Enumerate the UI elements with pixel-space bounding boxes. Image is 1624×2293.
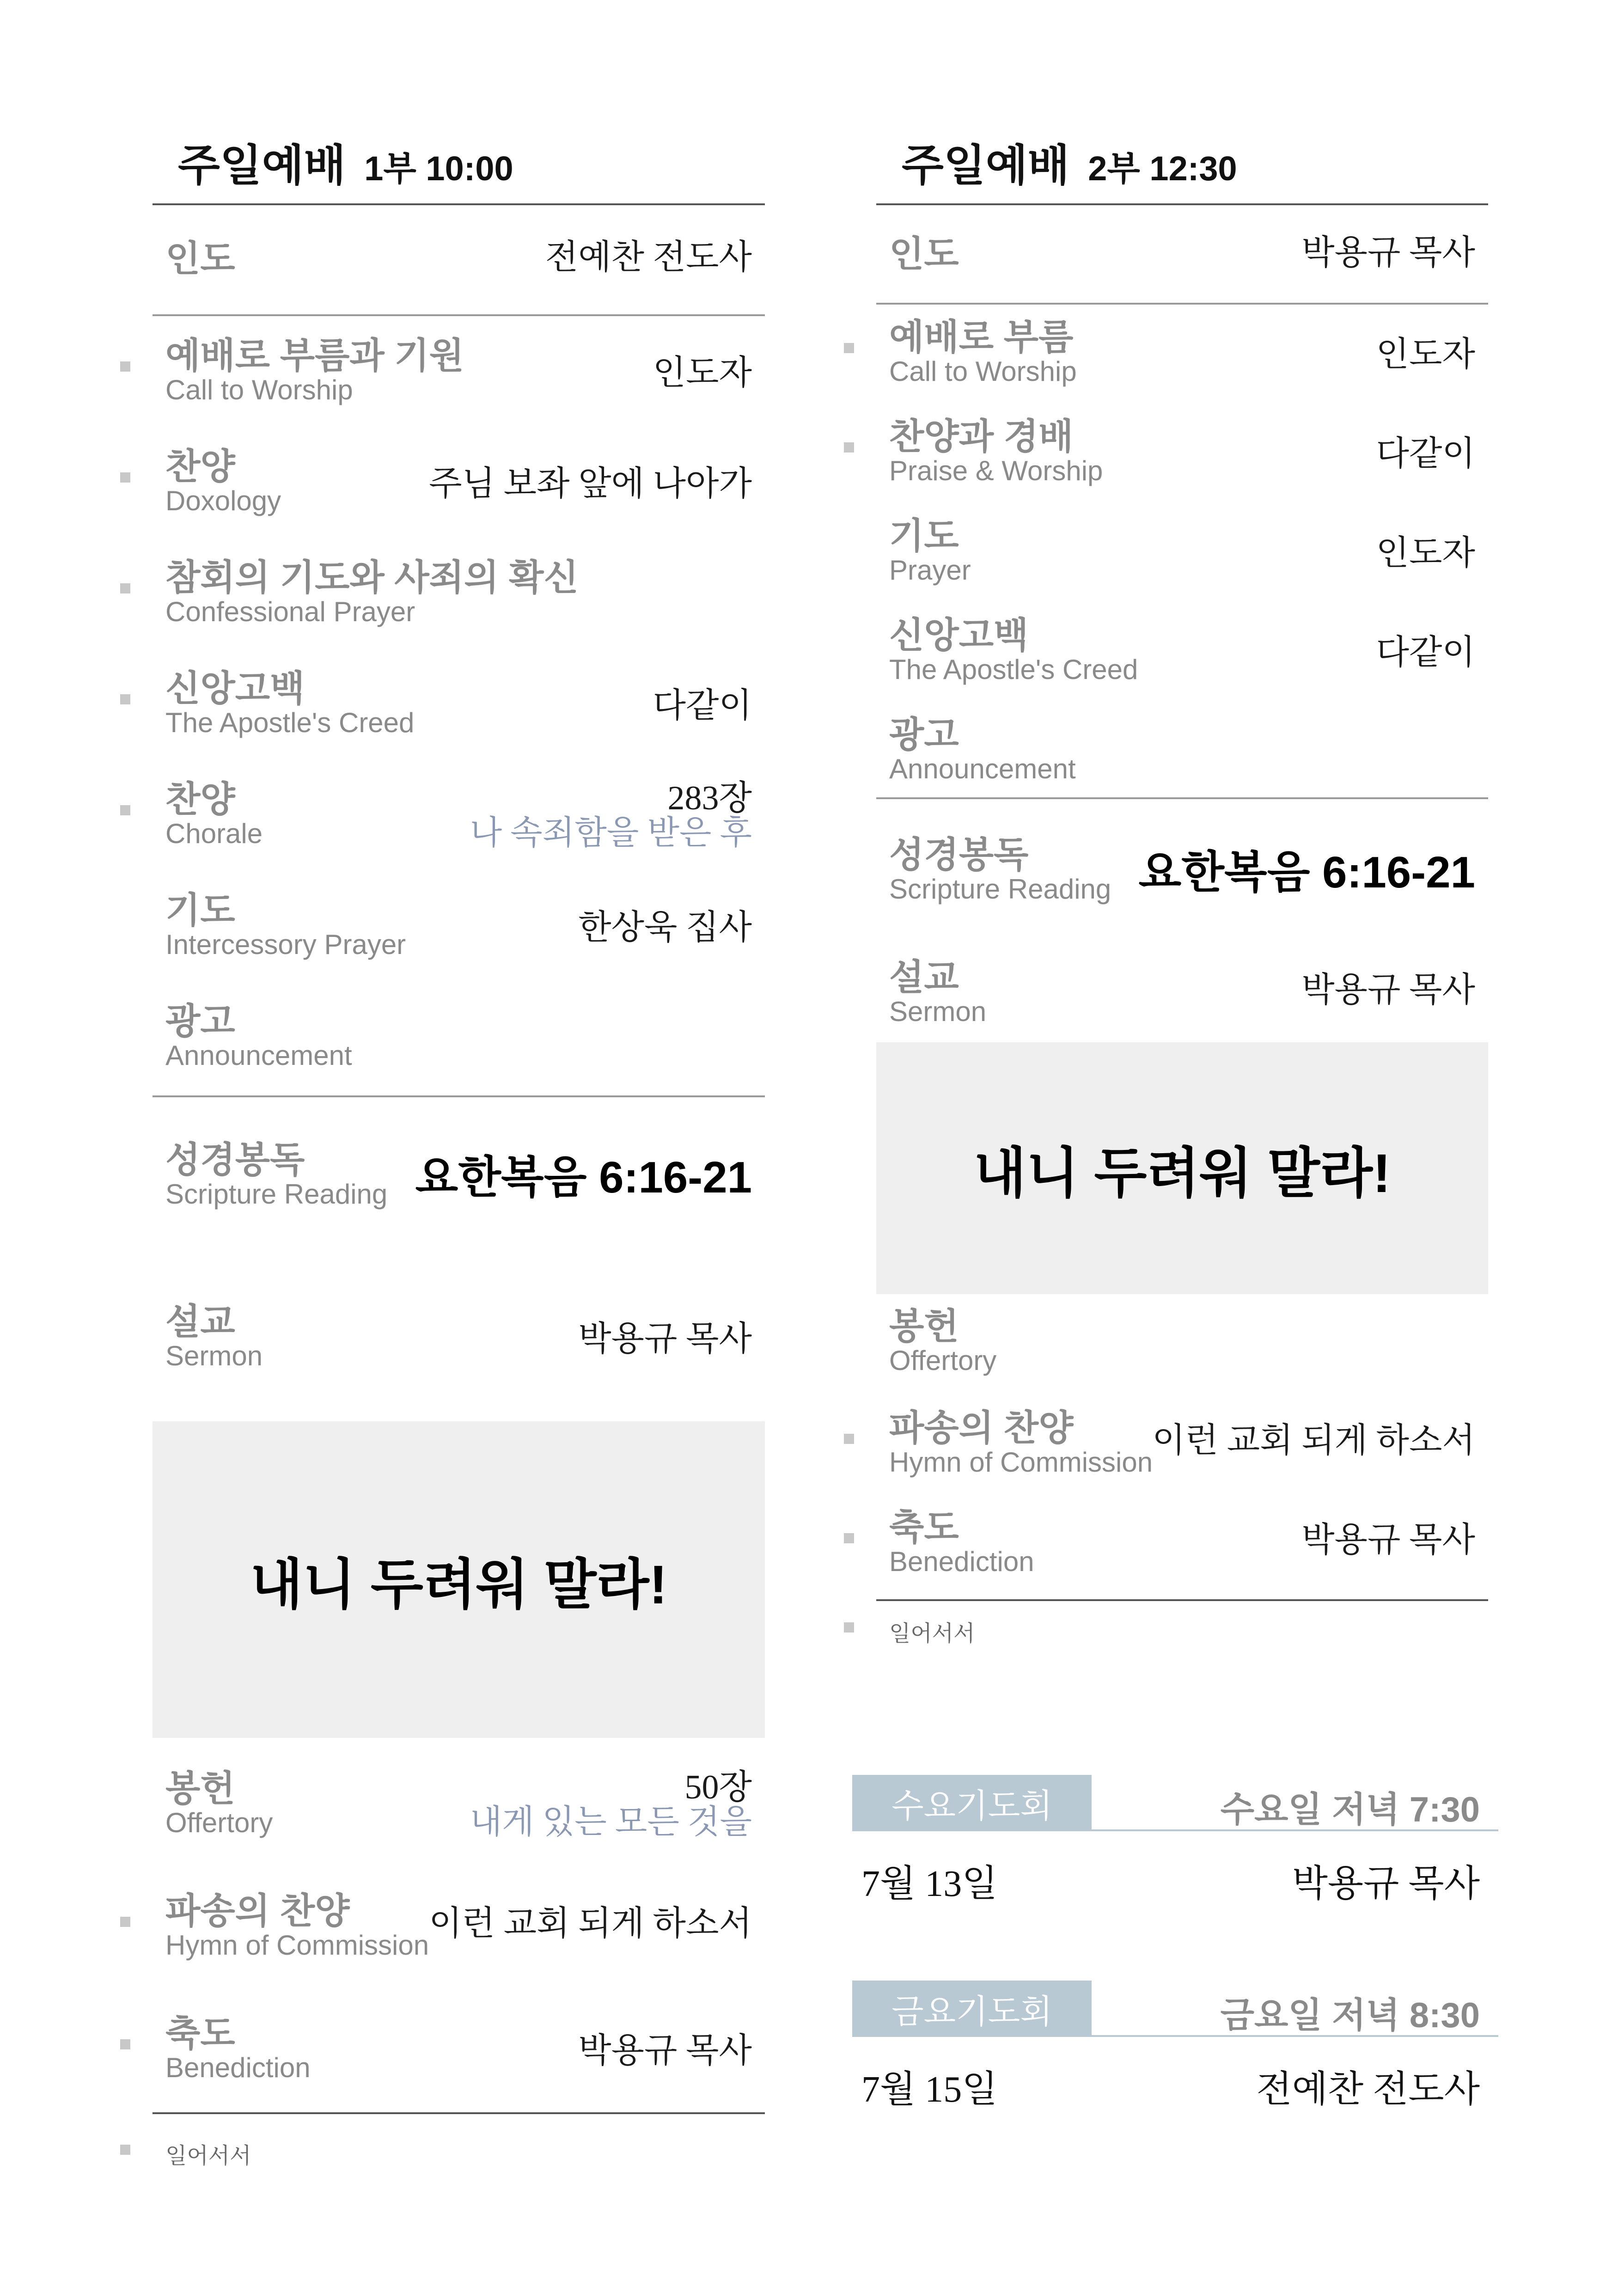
- item-value: 인도자: [1376, 336, 1475, 373]
- item-subtitle: Praise & Worship: [889, 455, 1103, 486]
- item-title: 파송의 찬양: [889, 1407, 1074, 1448]
- scripture-reference: 요한복음 6:16-21: [1138, 848, 1475, 897]
- item-subtitle: Hymn of Commission: [889, 1447, 1153, 1478]
- divider: [153, 2112, 765, 2114]
- service-2-header: [902, 130, 1237, 193]
- service-title: 주일예배: [902, 141, 1070, 190]
- item-value: 다같이: [1376, 634, 1475, 672]
- item-title: 신앙고백: [889, 615, 1029, 655]
- preacher: 박용규 목사: [578, 1320, 752, 1358]
- meeting-tag: 수요기도회: [852, 1775, 1092, 1831]
- hymn-number: 50장: [684, 1768, 752, 1806]
- item-subtitle: Confessional Prayer: [165, 596, 415, 627]
- item-title: 축도: [889, 1507, 959, 1547]
- item-value: 박용규 목사: [1301, 1521, 1475, 1559]
- item-title: 기도: [165, 890, 235, 930]
- service-time: 2부 12:30: [1088, 149, 1237, 188]
- item-title: 기도: [889, 515, 959, 556]
- bullet-square-icon: [120, 805, 130, 815]
- bullet-square-icon: [844, 1434, 854, 1444]
- item-value: 이런 교회 되게 하소서: [1152, 1422, 1475, 1460]
- item-title: 봉헌: [889, 1306, 959, 1346]
- item-subtitle: Sermon: [165, 1340, 263, 1371]
- item-subtitle: Doxology: [165, 485, 281, 516]
- item-subtitle: Benediction: [889, 1546, 1034, 1577]
- item-subtitle: Offertory: [165, 1807, 273, 1838]
- item-title: 성경봉독: [165, 1139, 305, 1180]
- hymn-title: 내게 있는 모든 것을: [470, 1804, 752, 1841]
- item-subtitle: Sermon: [889, 996, 987, 1027]
- item-subtitle: Call to Worship: [165, 374, 353, 405]
- item-title: 예배로 부름과 기원: [165, 335, 464, 376]
- item-title: 봉헌: [165, 1768, 235, 1809]
- leader-label: 인도: [165, 238, 235, 279]
- hymn-title: 나 속죄함을 받은 후: [470, 814, 752, 851]
- item-value: 이런 교회 되게 하소서: [429, 1905, 752, 1943]
- item-subtitle: Hymn of Commission: [165, 1930, 429, 1961]
- item-subtitle: Scripture Reading: [165, 1179, 388, 1210]
- item-title: 축도: [165, 2013, 235, 2054]
- leader-name: 전예찬 전도사: [545, 238, 752, 276]
- item-title: 파송의 찬양: [165, 1890, 350, 1931]
- divider: [876, 303, 1488, 305]
- bullet-square-icon: [120, 1917, 130, 1927]
- scripture-reference: 요한복음 6:16-21: [415, 1153, 752, 1202]
- service-time: 1부 10:00: [364, 149, 513, 188]
- meeting-leader: 전예찬 전도사: [1256, 2069, 1480, 2110]
- item-title: 참회의 기도와 사죄의 확신: [165, 557, 579, 598]
- meeting-time: 금요일 저녁 8:30: [1220, 1996, 1480, 2035]
- bullet-square-icon: [844, 1533, 854, 1543]
- sermon-title-banner: [876, 1042, 1488, 1294]
- item-title: 성경봉독: [889, 834, 1029, 875]
- item-value: 인도자: [1376, 534, 1475, 572]
- item-subtitle: Chorale: [165, 818, 263, 849]
- item-value: 다같이: [1376, 435, 1475, 473]
- item-title: 찬양: [165, 446, 235, 487]
- service-title: 주일예배: [178, 141, 346, 190]
- bullet-square-icon: [844, 1622, 854, 1633]
- leader-name: 박용규 목사: [1301, 234, 1475, 272]
- bullet-square-icon: [120, 361, 130, 372]
- bullet-square-icon: [120, 2039, 130, 2049]
- bullet-square-icon: [120, 583, 130, 593]
- meeting-date: 7월 15일: [861, 2069, 998, 2110]
- item-subtitle: Announcement: [889, 753, 1076, 784]
- item-subtitle: Scripture Reading: [889, 874, 1111, 905]
- item-title: 예배로 부름: [889, 317, 1074, 357]
- leader-label: 인도: [889, 233, 959, 274]
- item-subtitle: Offertory: [889, 1345, 997, 1376]
- item-title: 설교: [889, 957, 959, 997]
- divider: [153, 1095, 765, 1097]
- hymn-number: 283장: [667, 779, 752, 817]
- item-value: 주님 보좌 앞에 나아가: [429, 465, 752, 503]
- item-title: 찬양: [165, 779, 235, 819]
- meeting-date: 7월 13일: [861, 1864, 998, 1904]
- bullet-square-icon: [120, 472, 130, 483]
- bullet-square-icon: [120, 2145, 130, 2155]
- item-title: 신앙고백: [165, 668, 305, 709]
- item-subtitle: The Apostle's Creed: [889, 654, 1138, 685]
- item-subtitle: Call to Worship: [889, 356, 1077, 387]
- meeting-time: 수요일 저녁 7:30: [1220, 1790, 1480, 1829]
- service-1-header: [178, 130, 513, 193]
- item-title: 광고: [165, 1001, 235, 1041]
- divider: [876, 203, 1488, 205]
- meeting-leader: 박용규 목사: [1292, 1864, 1480, 1904]
- item-subtitle: Prayer: [889, 555, 971, 586]
- sermon-title: 내니 두려워 말라!: [250, 1554, 667, 1615]
- item-title: 찬양과 경배: [889, 416, 1074, 457]
- item-subtitle: Announcement: [165, 1040, 352, 1071]
- meeting-tag: 금요기도회: [852, 1981, 1092, 2037]
- item-subtitle: Benediction: [165, 2052, 311, 2083]
- item-value: 박용규 목사: [578, 2032, 752, 2070]
- standing-note: 일어서서: [889, 1621, 975, 1646]
- preacher: 박용규 목사: [1301, 971, 1475, 1009]
- item-value: 다같이: [653, 687, 752, 725]
- item-value: 인도자: [653, 354, 752, 392]
- item-subtitle: Intercessory Prayer: [165, 929, 406, 960]
- standing-note: 일어서서: [165, 2144, 251, 2168]
- sermon-title-banner: [153, 1421, 765, 1738]
- bullet-square-icon: [844, 442, 854, 452]
- item-title: 설교: [165, 1301, 235, 1342]
- bullet-square-icon: [844, 343, 854, 353]
- item-title: 광고: [889, 714, 959, 755]
- divider: [153, 314, 765, 316]
- item-subtitle: The Apostle's Creed: [165, 707, 415, 738]
- divider: [876, 797, 1488, 799]
- item-value: 한상욱 집사: [578, 909, 752, 947]
- divider: [876, 1599, 1488, 1601]
- bullet-square-icon: [120, 694, 130, 704]
- sermon-title: 내니 두려워 말라!: [973, 1143, 1391, 1204]
- divider: [153, 203, 765, 205]
